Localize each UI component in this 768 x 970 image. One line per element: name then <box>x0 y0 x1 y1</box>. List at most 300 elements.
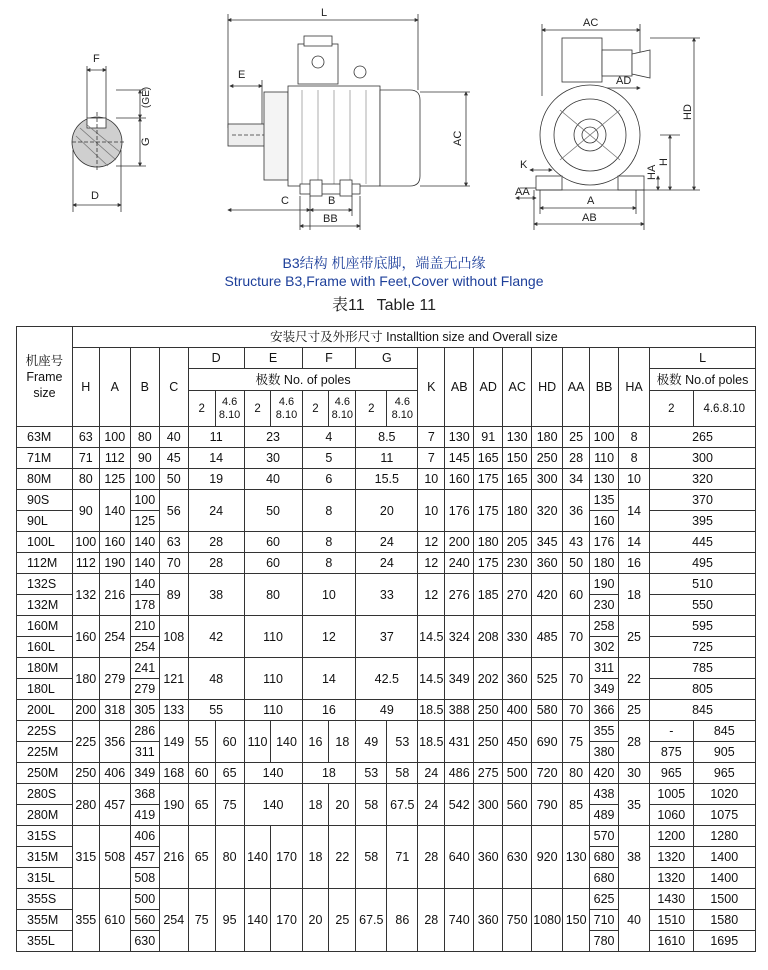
table-cell: 25 <box>329 889 356 952</box>
header-install: 安装尺寸及外形尺寸 Installtion size and Overall size <box>72 327 755 348</box>
table-cell: 55 <box>188 721 215 763</box>
header-D-pole468: 4.6 8.10 <box>215 391 244 427</box>
table-cell: 254 <box>159 889 188 952</box>
table-cell: 302 <box>590 637 619 658</box>
table-cell: 85 <box>563 784 590 826</box>
table-cell: 875 <box>650 742 693 763</box>
header-frame-size: 机座号 Frame size <box>17 327 73 427</box>
table-row <box>17 553 756 574</box>
table-cell: 20 <box>329 784 356 826</box>
table-cell: 805 <box>650 679 756 700</box>
table-row <box>17 658 756 679</box>
table-cell: 10 <box>418 469 445 490</box>
table-cell: 140 <box>244 826 271 889</box>
table-cell: 420 <box>532 574 563 616</box>
header-AA: AA <box>563 348 590 427</box>
table-cell: 25 <box>619 616 650 658</box>
table-cell: 7 <box>418 427 445 448</box>
table-cell: 625 <box>590 889 619 910</box>
table-cell: 457 <box>130 847 159 868</box>
header-G-pole468: 4.6 8.10 <box>387 391 418 427</box>
table-cell: 49 <box>356 700 418 721</box>
frame-size-cell: 160M <box>17 616 73 637</box>
table-cell: 60 <box>244 553 302 574</box>
table-cell: 24 <box>188 490 244 532</box>
table-cell: 8 <box>302 490 356 532</box>
table-cell: 457 <box>99 784 130 826</box>
frame-size-cell: 355L <box>17 931 73 952</box>
table-cell: 570 <box>590 826 619 847</box>
table-cell: 1580 <box>693 910 755 931</box>
table-cell: 276 <box>445 574 474 616</box>
header-D-pole2: 2 <box>188 391 215 427</box>
table-row <box>17 616 756 637</box>
header-F-pole2: 2 <box>302 391 329 427</box>
table-row <box>17 448 756 469</box>
table-cell: 560 <box>130 910 159 931</box>
table-cell: 4 <box>302 427 356 448</box>
table-cell: 349 <box>445 658 474 700</box>
header-F-pole468: 4.6 8.10 <box>329 391 356 427</box>
table-cell: 1200 <box>650 826 693 847</box>
table-cell: 50 <box>563 553 590 574</box>
header-HD: HD <box>532 348 563 427</box>
table-cell: 205 <box>503 532 532 553</box>
frame-size-cell: 90L <box>17 511 73 532</box>
frame-size-cell: 71M <box>17 448 73 469</box>
table-cell: 176 <box>590 532 619 553</box>
table-cell: 16 <box>619 553 650 574</box>
table-cell: 12 <box>418 574 445 616</box>
table-cell: 49 <box>356 721 387 763</box>
table-cell: 36 <box>563 490 590 532</box>
table-cell: 28 <box>418 889 445 952</box>
table-cell: 25 <box>619 700 650 721</box>
table-cell: 8 <box>302 532 356 553</box>
table-cell: 150 <box>503 448 532 469</box>
table-cell: 275 <box>474 763 503 784</box>
table-cell: 550 <box>650 595 756 616</box>
header-HA: HA <box>619 348 650 427</box>
table-cell: 14 <box>188 448 244 469</box>
table-cell: 180 <box>503 490 532 532</box>
table-cell: 320 <box>650 469 756 490</box>
table-cell: 95 <box>215 889 244 952</box>
table-cell: 110 <box>244 658 302 700</box>
table-cell: 60 <box>244 532 302 553</box>
table-cell: 311 <box>130 742 159 763</box>
motor-front-view <box>516 24 700 230</box>
table-cell: 311 <box>590 658 619 679</box>
table-cell: 38 <box>188 574 244 616</box>
table-cell: 740 <box>445 889 474 952</box>
dim-label-A: A <box>587 195 595 207</box>
table-cell: 1695 <box>693 931 755 952</box>
table-row <box>17 763 756 784</box>
frame-size-cell: 132S <box>17 574 73 595</box>
table-cell: 349 <box>130 763 159 784</box>
table-cell: 345 <box>532 532 563 553</box>
table-cell: 140 <box>130 532 159 553</box>
frame-size-cell: 160L <box>17 637 73 658</box>
table-cell: 1080 <box>532 889 563 952</box>
table-cell: 121 <box>159 658 188 700</box>
table-cell: 60 <box>215 721 244 763</box>
table-cell: 60 <box>188 763 215 784</box>
table-cell: 140 <box>99 490 130 532</box>
frame-size-cell: 100L <box>17 532 73 553</box>
table-cell: 67.5 <box>356 889 387 952</box>
table-cell: 450 <box>503 721 532 763</box>
dim-label-HA: HA <box>646 164 658 180</box>
table-cell: 43 <box>563 532 590 553</box>
table-cell: 8 <box>302 553 356 574</box>
table-cell: 160 <box>445 469 474 490</box>
table-cell: 33 <box>356 574 418 616</box>
table-cell: 12 <box>418 532 445 553</box>
table-cell: 130 <box>445 427 474 448</box>
header-G-pole2: 2 <box>356 391 387 427</box>
table-cell: 180 <box>532 427 563 448</box>
table-cell: 28 <box>188 532 244 553</box>
header-C: C <box>159 348 188 427</box>
table-cell: 510 <box>650 574 756 595</box>
table-cell: 112 <box>99 448 130 469</box>
dim-label-AC-side: AC <box>452 130 464 146</box>
table-cell: 28 <box>619 721 650 763</box>
dim-label-F: F <box>93 53 100 65</box>
table-cell: 1320 <box>650 868 693 889</box>
table-cell: 18.5 <box>418 721 445 763</box>
table-cell: 50 <box>159 469 188 490</box>
frame-size-cell: 132M <box>17 595 73 616</box>
table-cell: 18 <box>619 574 650 616</box>
table-cell: 254 <box>130 637 159 658</box>
table-cell: 28 <box>418 826 445 889</box>
table-cell: 8 <box>619 448 650 469</box>
table-cell: 240 <box>445 553 474 574</box>
table-cell: 53 <box>356 763 387 784</box>
table-row <box>17 889 756 910</box>
table-cell: 1060 <box>650 805 693 826</box>
header-B: B <box>130 348 159 427</box>
table-cell: 349 <box>590 679 619 700</box>
table-cell: 7 <box>418 448 445 469</box>
table-cell: 110 <box>244 721 271 763</box>
table-cell: 14 <box>619 490 650 532</box>
table-cell: 63 <box>159 532 188 553</box>
table-cell: 67.5 <box>387 784 418 826</box>
table-cell: 1430 <box>650 889 693 910</box>
frame-size-cell: 280M <box>17 805 73 826</box>
table-cell: 355 <box>590 721 619 742</box>
table-cell: 508 <box>130 868 159 889</box>
frame-size-cell: 90S <box>17 490 73 511</box>
header-L-poles: 极数 No.of poles <box>650 369 756 391</box>
table-cell: 250 <box>72 763 99 784</box>
table-cell: 560 <box>503 784 532 826</box>
table-cell: 80 <box>244 574 302 616</box>
table-cell: 300 <box>650 448 756 469</box>
frame-size-cell: 315L <box>17 868 73 889</box>
table-cell: 6 <box>302 469 356 490</box>
table-cell: 30 <box>244 448 302 469</box>
table-cell: 400 <box>503 700 532 721</box>
table-cell: 419 <box>130 805 159 826</box>
table-cell: 190 <box>590 574 619 595</box>
table-cell: 720 <box>532 763 563 784</box>
table-cell: 22 <box>329 826 356 889</box>
table-cell: 230 <box>590 595 619 616</box>
table-cell: 5 <box>302 448 356 469</box>
dim-label-C: C <box>281 195 289 207</box>
table-cell: 34 <box>563 469 590 490</box>
table-cell: 320 <box>532 490 563 532</box>
table-cell: 180 <box>72 658 99 700</box>
header-K: K <box>418 348 445 427</box>
table-cell: 388 <box>445 700 474 721</box>
table-row <box>17 700 756 721</box>
header-AC: AC <box>503 348 532 427</box>
table-cell: 495 <box>650 553 756 574</box>
table-cell: 40 <box>619 889 650 952</box>
table-cell: 690 <box>532 721 563 763</box>
table-cell: 71 <box>72 448 99 469</box>
table-cell: 140 <box>130 574 159 595</box>
table-cell: 200 <box>445 532 474 553</box>
table-cell: 208 <box>474 616 503 658</box>
table-cell: 150 <box>563 889 590 952</box>
table-cell: 112 <box>72 553 99 574</box>
table-cell: 11 <box>356 448 418 469</box>
dim-label-E: E <box>238 69 246 81</box>
table-cell: 48 <box>188 658 244 700</box>
dim-label-GE: (GE) <box>141 86 152 108</box>
table-cell: 70 <box>563 616 590 658</box>
table-cell: 40 <box>244 469 302 490</box>
table-cell: 230 <box>503 553 532 574</box>
table-cell: 258 <box>590 616 619 637</box>
table-cell: 160 <box>99 532 130 553</box>
table-cell: - <box>650 721 693 742</box>
table-title-en: Table 11 <box>376 297 436 314</box>
table-cell: 18 <box>302 784 329 826</box>
table-cell: 965 <box>693 763 755 784</box>
table-cell: 318 <box>99 700 130 721</box>
table-cell: 70 <box>563 700 590 721</box>
table-cell: 20 <box>356 490 418 532</box>
dim-label-L: L <box>321 7 328 19</box>
table-cell: 80 <box>563 763 590 784</box>
table-cell: 55 <box>188 700 244 721</box>
table-cell: 1280 <box>693 826 755 847</box>
header-BB: BB <box>590 348 619 427</box>
table-cell: 100 <box>99 427 130 448</box>
table-cell: 140 <box>271 721 302 763</box>
table-cell: 170 <box>271 889 302 952</box>
table-cell: 265 <box>650 427 756 448</box>
dim-label-AC-top: AC <box>583 17 599 29</box>
table-cell: 1400 <box>693 868 755 889</box>
table-cell: 70 <box>563 658 590 700</box>
table-cell: 680 <box>590 847 619 868</box>
table-cell: 250 <box>474 721 503 763</box>
table-cell: 486 <box>445 763 474 784</box>
table-cell: 40 <box>159 427 188 448</box>
table-row <box>17 721 756 742</box>
table-cell: 270 <box>503 574 532 616</box>
table-cell: 380 <box>590 742 619 763</box>
table-cell: 356 <box>99 721 130 763</box>
table-cell: 300 <box>474 784 503 826</box>
table-cell: 65 <box>188 826 215 889</box>
motor-side-view <box>228 14 470 230</box>
table-cell: 750 <box>503 889 532 952</box>
table-cell: 24 <box>356 553 418 574</box>
table-cell: 485 <box>532 616 563 658</box>
table-cell: 176 <box>445 490 474 532</box>
dim-label-AD: AD <box>616 75 632 87</box>
table-cell: 58 <box>387 763 418 784</box>
dim-label-D: D <box>91 190 99 202</box>
table-cell: 18 <box>302 826 329 889</box>
table-cell: 279 <box>130 679 159 700</box>
table-cell: 790 <box>532 784 563 826</box>
table-cell: 216 <box>159 826 188 889</box>
table-cell: 1005 <box>650 784 693 805</box>
frame-size-cell: 63M <box>17 427 73 448</box>
table-cell: 170 <box>271 826 302 889</box>
dim-label-H: H <box>658 158 670 166</box>
table-cell: 58 <box>356 784 387 826</box>
table-cell: 24 <box>356 532 418 553</box>
table-cell: 216 <box>99 574 130 616</box>
table-cell: 11 <box>188 427 244 448</box>
dim-label-HD: HD <box>682 104 694 120</box>
table-cell: 920 <box>532 826 563 889</box>
table-cell: 1075 <box>693 805 755 826</box>
table-cell: 680 <box>590 868 619 889</box>
table-cell: 406 <box>99 763 130 784</box>
table-cell: 368 <box>130 784 159 805</box>
table-cell: 420 <box>590 763 619 784</box>
table-cell: 202 <box>474 658 503 700</box>
table-cell: 360 <box>474 826 503 889</box>
table-cell: 125 <box>130 511 159 532</box>
table-cell: 110 <box>244 700 302 721</box>
table-cell: 610 <box>99 889 130 952</box>
table-cell: 406 <box>130 826 159 847</box>
header-L-pole468: 4.6.8.10 <box>693 391 755 427</box>
table-cell: 100 <box>590 427 619 448</box>
table-cell: 630 <box>130 931 159 952</box>
frame-size-cell: 355M <box>17 910 73 931</box>
table-cell: 130 <box>590 469 619 490</box>
table-cell: 90 <box>72 490 99 532</box>
table-body <box>17 427 756 952</box>
table-cell: 140 <box>244 784 302 826</box>
table-cell: 300 <box>532 469 563 490</box>
header-L-pole2: 2 <box>650 391 693 427</box>
table-cell: 23 <box>244 427 302 448</box>
table-cell: 149 <box>159 721 188 763</box>
table-cell: 710 <box>590 910 619 931</box>
table-cell: 1320 <box>650 847 693 868</box>
table-cell: 80 <box>215 826 244 889</box>
table-cell: 35 <box>619 784 650 826</box>
table-cell: 133 <box>159 700 188 721</box>
table-cell: 8 <box>619 427 650 448</box>
table-cell: 168 <box>159 763 188 784</box>
table-cell: 14.5 <box>418 658 445 700</box>
table-cell: 12 <box>302 616 356 658</box>
dim-label-B: B <box>328 195 336 207</box>
table-cell: 18 <box>329 721 356 763</box>
table-cell: 18.5 <box>418 700 445 721</box>
table-row <box>17 490 756 511</box>
frame-size-cell: 315M <box>17 847 73 868</box>
table-cell: 360 <box>532 553 563 574</box>
table-cell: 110 <box>244 616 302 658</box>
table-cell: 438 <box>590 784 619 805</box>
dim-label-AA: AA <box>515 186 530 198</box>
table-cell: 200 <box>72 700 99 721</box>
dim-label-G: G <box>140 137 152 146</box>
header-H: H <box>72 348 99 427</box>
frame-size-cell: 225M <box>17 742 73 763</box>
dim-label-BB: BB <box>323 213 338 225</box>
table-cell: 1020 <box>693 784 755 805</box>
table-cell: 355 <box>72 889 99 952</box>
table-cell: 640 <box>445 826 474 889</box>
table-cell: 165 <box>503 469 532 490</box>
table-cell: 165 <box>474 448 503 469</box>
table-cell: 14 <box>619 532 650 553</box>
header-A: A <box>99 348 130 427</box>
table-cell: 175 <box>474 490 503 532</box>
table-cell: 10 <box>302 574 356 616</box>
table-cell: 30 <box>619 763 650 784</box>
dim-label-K: K <box>520 159 528 171</box>
table-row <box>17 469 756 490</box>
table-cell: 80 <box>72 469 99 490</box>
table-cell: 160 <box>72 616 99 658</box>
table-cell: 500 <box>130 889 159 910</box>
table-cell: 190 <box>99 553 130 574</box>
table-cell: 160 <box>590 511 619 532</box>
table-cell: 1400 <box>693 847 755 868</box>
table-cell: 50 <box>244 490 302 532</box>
table-cell: 10 <box>619 469 650 490</box>
table-cell: 38 <box>619 826 650 889</box>
table-cell: 845 <box>650 700 756 721</box>
table-cell: 725 <box>650 637 756 658</box>
table-cell: 845 <box>693 721 755 742</box>
dim-label-AB: AB <box>582 212 597 224</box>
table-row <box>17 574 756 595</box>
table-row <box>17 427 756 448</box>
table-cell: 595 <box>650 616 756 637</box>
table-cell: 445 <box>650 532 756 553</box>
header-AD: AD <box>474 348 503 427</box>
motor-dimension-drawing <box>0 0 768 250</box>
table-cell: 42.5 <box>356 658 418 700</box>
table-cell: 210 <box>130 616 159 637</box>
table-cell: 24 <box>418 763 445 784</box>
table-cell: 108 <box>159 616 188 658</box>
frame-size-cell: 112M <box>17 553 73 574</box>
table-cell: 190 <box>159 784 188 826</box>
